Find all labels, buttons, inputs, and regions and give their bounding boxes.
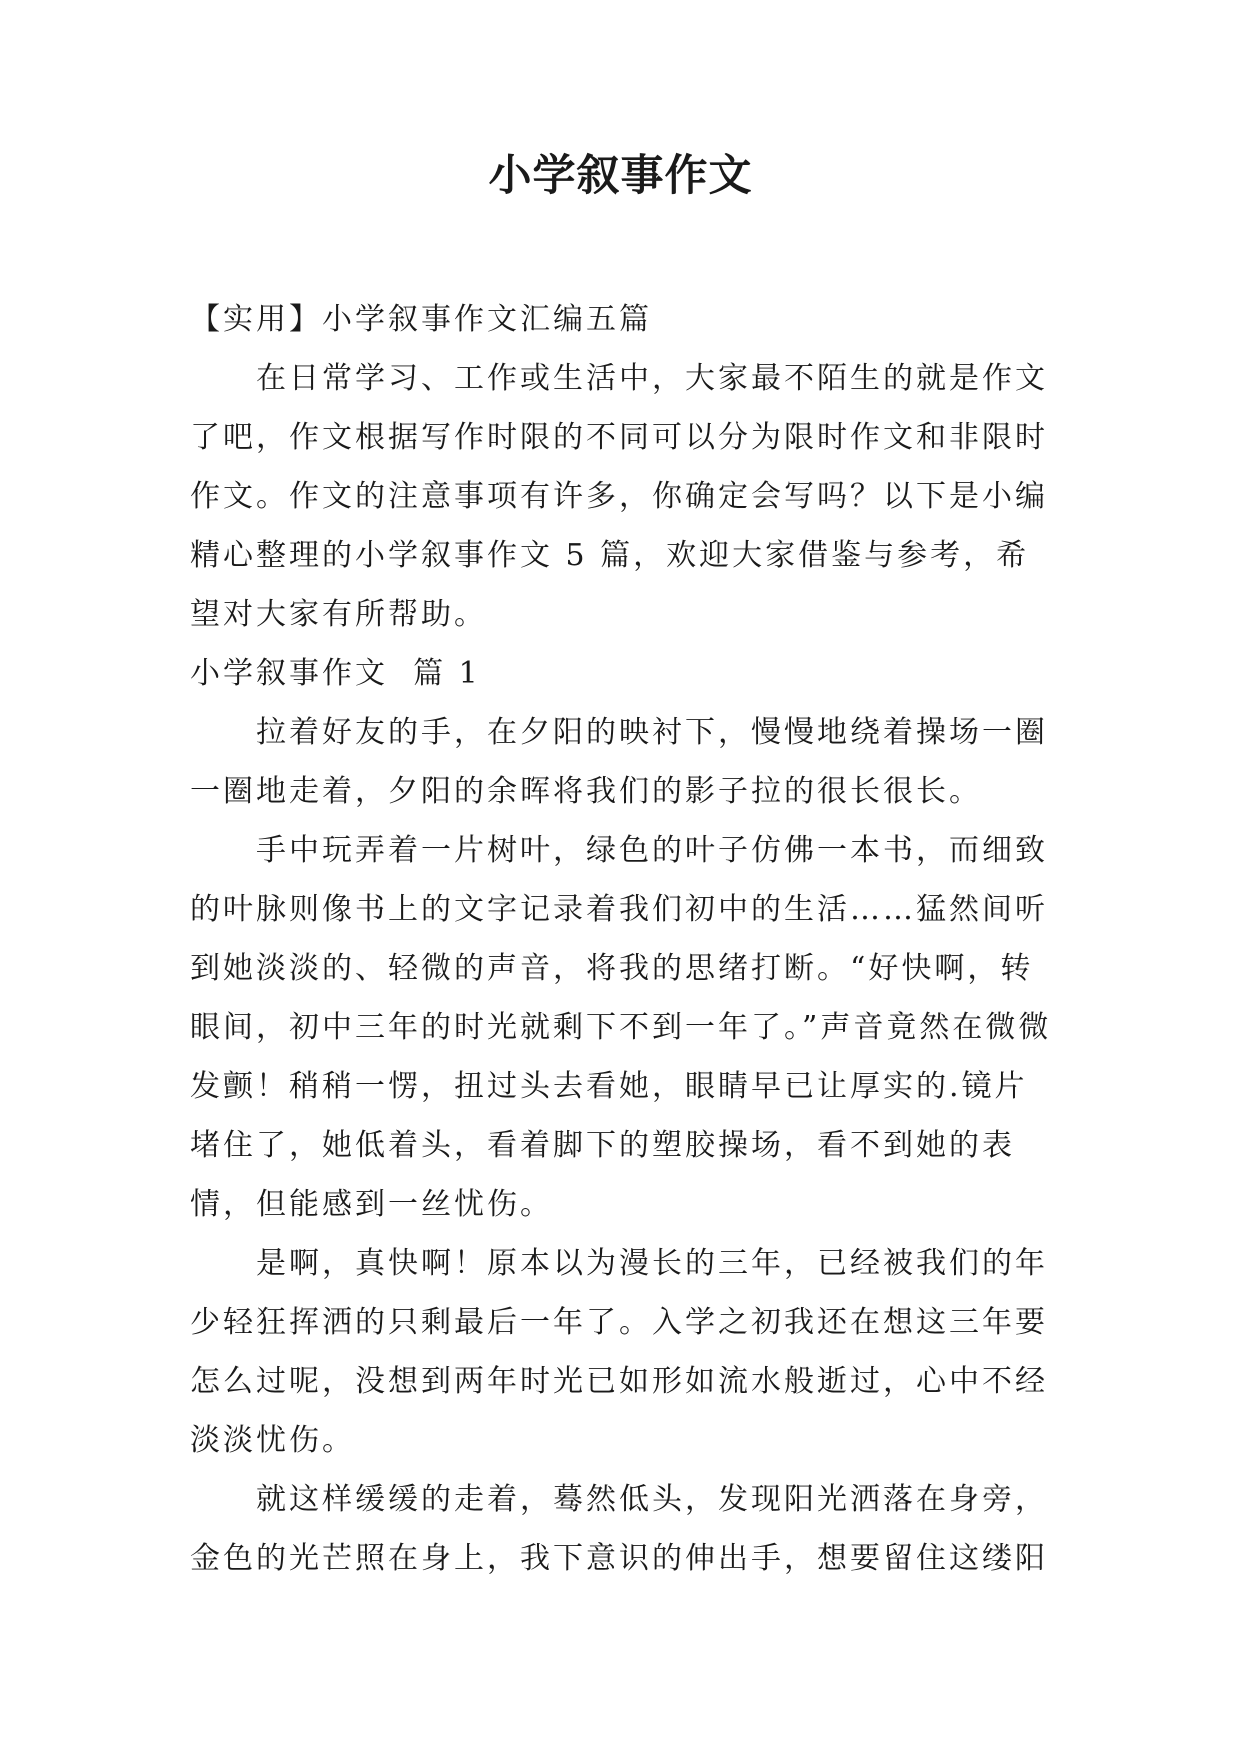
document-title: 小学叙事作文 (488, 151, 753, 201)
document-body (190, 290, 1060, 1588)
paragraph-1: 拉着好友的手，在夕阳的映衬下，慢慢地绕着操场一圈一圈地走着，夕阳的余晖将我们的影子拉的很长很长。 (190, 715, 1048, 809)
paragraph-4: 就这样缓缓的走着，蓦然低头，发现阳光洒落在身旁，金色的光芒照在身上，我下意识的伸出手，想要留住这缕阳 (190, 1482, 1048, 1576)
paragraph-3: 是啊，真快啊！原本以为漫长的三年，已经被我们的年少轻狂挥洒的只剩最后一年了。入学之初我还在想这三年要怎么过呢，没想到两年时光已如形如流水般逝过，心中不经淡淡忧伤。 (190, 1246, 1048, 1458)
paragraph-2: 手中玩弄着一片树叶，绿色的叶子仿佛一本书，而细致的叶脉则像书上的文字记录着我们初中的生活……猛然间听到她淡淡的、轻微的声音，将我的思绪打断。“好快啊，转眼间，初中三年的时光就剩下不到一年了。”声音竟然在微微发颤！稍稍一愣，扭过头去看她，眼睛早已让厚实的.镜片堵住了，她低着头，看着脚下的塑胶操场，看不到她的表情，但能感到一丝忧伤。 (190, 833, 1052, 1222)
document-subtitle: 【实用】小学叙事作文汇编五篇 (190, 302, 652, 337)
intro-paragraph: 在日常学习、工作或生活中，大家最不陌生的就是作文了吧，作文根据写作时限的不同可以分为限时作文和非限时作文。作文的注意事项有许多，你确定会写吗？以下是小编精心整理的小学叙事作文 5 篇，欢迎大家借鉴与参考，希望对大家有所帮助。 (190, 361, 1048, 632)
section-heading: 小学叙事作文 篇 1 (190, 656, 481, 691)
